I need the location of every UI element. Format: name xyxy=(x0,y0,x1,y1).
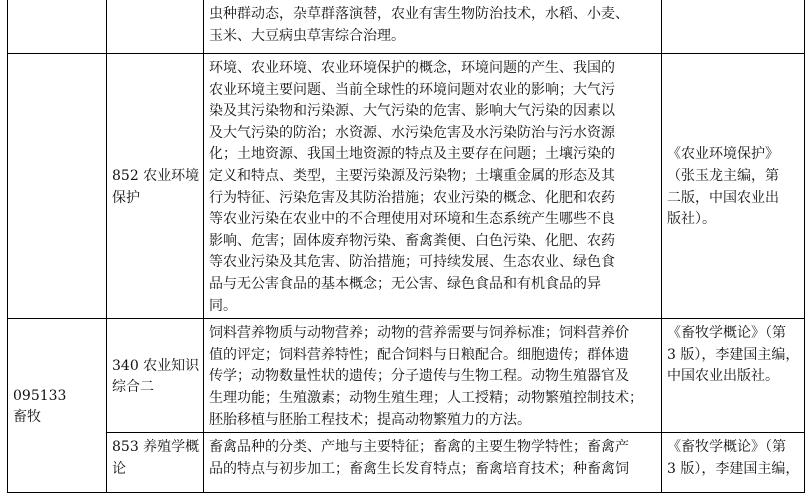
exam-subject-table xyxy=(7,0,805,493)
reference-line: 3 版），李建国主编， xyxy=(667,346,800,363)
table-row xyxy=(8,433,805,493)
major-code: 095133 xyxy=(13,387,67,404)
content-line: 胚胎移植与胚胎工程技术；提高动物繁殖力的方法。 xyxy=(209,411,531,428)
reference-cell xyxy=(662,433,805,493)
reference-cell xyxy=(662,54,805,319)
content-line: 等农业污染及其危害、防治措施；可持续发展、生态农业、绿色食 xyxy=(209,254,615,271)
reference-line: 版社）。 xyxy=(667,211,716,228)
content-line: 虫种群动态，杂草群落演替，农业有害生物防治技术，水稻、小麦、 xyxy=(209,6,629,22)
content-line: 定义和特点、类型，主要污染源及污染物；土壤重金属的形态及其 xyxy=(209,167,615,184)
content-line: 同。 xyxy=(209,297,237,314)
content-line: 染及其污染物和污染源、大气污染的危害、影响大气污染的因素以 xyxy=(209,103,615,120)
content-cell xyxy=(204,433,662,493)
content-cell xyxy=(204,54,662,319)
subject-cell xyxy=(107,319,204,433)
content-line: 行为特征、污染危害及其防治措施；农业污染的概念、化肥和农药 xyxy=(209,189,615,206)
major-cell xyxy=(8,0,107,54)
table-row xyxy=(8,319,805,433)
content-line: 环境、农业环境、农业环境保护的概念，环境问题的产生、我国的 xyxy=(209,60,615,76)
subject-line: 论 xyxy=(112,460,126,477)
content-line: 农业环境主要问题、当前全球性的环境问题对农业的影响；大气污 xyxy=(209,81,615,98)
reference-line: 《农业环境保护》 xyxy=(667,146,779,163)
major-name: 畜牧 xyxy=(13,409,41,426)
content-line: 品与无公害食品的基本概念；无公害、绿色食品和有机食品的异 xyxy=(209,275,601,292)
content-line: 传学；动物数量性状的遗传；分子遗传与生物工程。动物生殖器官及 xyxy=(209,368,629,385)
major-cell xyxy=(8,319,107,493)
reference-line: 中国农业出版社。 xyxy=(667,368,779,385)
reference-line: 二版，中国农业出 xyxy=(667,189,779,206)
reference-line: 《畜牧学概论》（第 xyxy=(667,439,786,456)
content-cell xyxy=(204,0,662,54)
content-line: 及大气污染的防治；水资源、水污染危害及水污染防治与污水资源 xyxy=(209,124,615,141)
reference-cell xyxy=(662,0,805,54)
content-cell xyxy=(204,319,662,433)
subject-cell xyxy=(107,54,204,319)
content-line: 影响、危害；固体废弃物污染、畜禽粪便、白色污染、化肥、农药 xyxy=(209,232,615,249)
content-line: 品的特点与初步加工；畜禽生长发育特点；畜禽培育技术；种畜禽饲 xyxy=(209,460,629,477)
content-line: 生理功能；生殖激素；动物生殖生理；人工授精；动物繁殖控制技术； xyxy=(209,389,643,406)
content-line: 饲料营养物质与动物营养；动物的营养需要与饲养标准；饲料营养价 xyxy=(209,325,629,342)
subject-line: 853 养殖学概 xyxy=(112,439,200,456)
subject-line: 综合二 xyxy=(112,379,154,396)
reference-line: 3 版），李建国主编， xyxy=(667,460,800,477)
subject-cell xyxy=(107,433,204,493)
content-line: 等农业污染在农业中的不合理使用对环境和生态系统产生哪些不良 xyxy=(209,211,615,228)
content-line: 化；土地资源、我国土地资源的特点及主要存在问题；土壤污染的 xyxy=(209,146,615,163)
reference-cell xyxy=(662,319,805,433)
subject-cell xyxy=(107,0,204,54)
subject-line: 340 农业知识 xyxy=(112,357,200,374)
major-cell xyxy=(8,54,107,319)
table-row xyxy=(8,0,805,54)
content-line: 玉米、大豆病虫草害综合治理。 xyxy=(209,27,405,44)
subject-line: 保护 xyxy=(112,189,140,206)
reference-line: 《畜牧学概论》（第 xyxy=(667,325,786,342)
content-line: 畜禽品种的分类、产地与主要特征；畜禽的主要生物学特性；畜禽产 xyxy=(209,439,629,456)
table-row xyxy=(8,54,805,319)
reference-line: （张玉龙主编，第 xyxy=(667,167,779,184)
content-line: 值的评定；饲料营养特性；配合饲料与日粮配合。细胞遗传；群体遗 xyxy=(209,346,629,363)
subject-line: 852 农业环境 xyxy=(112,167,200,184)
